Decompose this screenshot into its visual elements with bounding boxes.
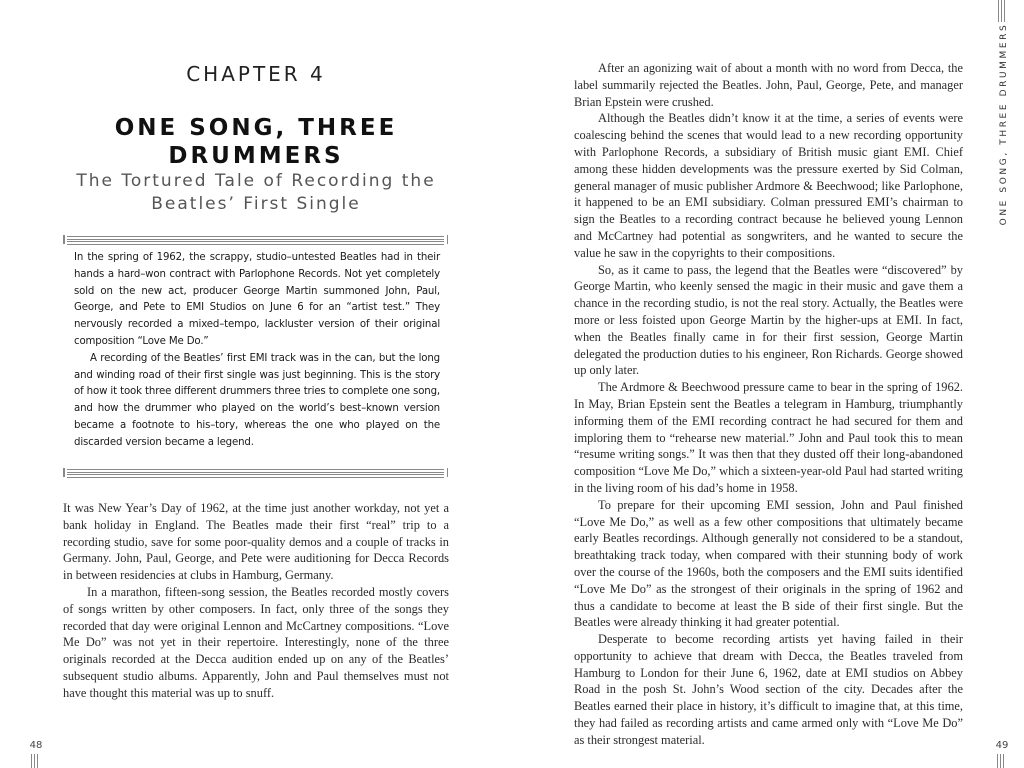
right-page xyxy=(512,0,1024,768)
body-paragraph: After an agonizing wait of about a month with no word from Decca, the label summarily rejected the Beatles. John, Paul, George, Pete, and manager Brian Epstein were crushed. xyxy=(574,61,963,109)
intro-paragraph: In the spring of 1962, the scrappy, studio–untested Beatles had in their hands a hard–won contract with Parlophone Records. Not yet completely sold on the new act, producer George Martin summoned John, Paul, George, and Pete to EMI Studios on June 6 for an “artist test.” They nervously recorded a mixed–tempo, lackluster version of their original composition “Love Me Do.” xyxy=(74,252,440,347)
right-body-text xyxy=(574,60,963,749)
body-paragraph: Desperate to become recording artists yet having failed in their opportunity to achieve that dream with Decca, the Beatles traveled from Hamburg to London for their June 6, 1962, date at EMI studios on Abbey Road in the posh St. John’s Wood section of the city. Decades after the Beatles earned their place in history, it’s difficult to imagine that, at this time, they had failed as recording artists and came armed only with “Love Me Do” as their strongest material. xyxy=(574,632,963,747)
body-paragraph: The Ardmore & Beechwood pressure came to bear in the spring of 1962. In May, Brian Epstein sent the Beatles a telegram in Hamburg, triumphantly informing them of the EMI recording contract he had secured for them and imploring them to “rehearse new material.” John and Paul took this to mean “resume writing songs.” It was then that they dusted off their long-abandoned composition “Love Me Do,” which a sixteen-year-old Paul had started writing in the living room of his dad’s home in 1958. xyxy=(574,380,963,495)
page-number: 48 xyxy=(29,740,43,751)
chapter-title-line: DRUMMERS xyxy=(168,143,344,169)
folio-ornament xyxy=(31,754,40,768)
chapter-subtitle xyxy=(40,170,472,216)
ornamental-rule-top xyxy=(63,235,448,244)
ornamental-rule-bottom xyxy=(63,468,448,477)
chapter-title-line: ONE SONG, THREE xyxy=(114,115,398,141)
body-paragraph: So, as it came to pass, the legend that the Beatles were “discovered” by George Martin, who keenly sensed the magic in their music and gave them a chance in the recording studio, is not the real story. Actually, the Beatles were more or less foisted upon George Martin by the higher-ups at EMI. In fact, when the Beatles finally came in for their first session, George Martin delegated the production duties to his engineer, Ron Richards. George showed up only later. xyxy=(574,262,963,378)
running-head-ornament xyxy=(998,0,1006,22)
running-head-text: ONE SONG, THREE DRUMMERS xyxy=(999,22,1009,226)
subtitle-line: Beatles’ First Single xyxy=(151,194,361,214)
running-head xyxy=(998,22,1010,226)
chapter-intro xyxy=(74,250,440,452)
folio-ornament xyxy=(997,754,1006,768)
chapter-title xyxy=(60,114,452,170)
body-paragraph: In a marathon, fifteen-song session, the Beatles recorded mostly covers of songs written by other composers. In fact, only three of the songs they recorded that day were original Lennon and McCartney compositions. “Love Me Do” was not yet in their repertoire. Interestingly, none of the three originals recorded at the Decca audition ended up on any of the Beatles’ subsequent studio albums. Apparently, John and Paul themselves must not have thought this material was up to snuff. xyxy=(63,584,449,700)
subtitle-line: The Tortured Tale of Recording the xyxy=(76,171,436,191)
body-paragraph: To prepare for their upcoming EMI session, John and Paul finished “Love Me Do,” as well as a few other compositions that ultimately became early Beatles recordings. Although generally not considered to be a standout, breathtaking track today, when compared with their stunning body of work over the course of the 1960s, both the composers and the EMI suits identified “Love Me Do” as the strongest of their originals in the spring of 1962 and thus a candidate to become at least the B side of their first single. But the Beatles were already thinking it had greater potential. xyxy=(574,497,963,630)
body-paragraph: Although the Beatles didn’t know it at the time, a series of events were coalescing behind the scenes that would lead to a new recording opportunity with Parlophone Records, a subsidiary of British music giant EMI. Chief among these hidden developments was the pressure exerted by Sid Colman, general manager of music publisher Ardmore & Beechwood; like Parlophone, it happened to be an EMI subsidiary. Colman pressured EMI’s chairman to sign the Beatles to a recording contract because he believed young Lennon and McCartney had potential as songwriters, and he wanted to secure the value he saw in the copyrights to their compositions. xyxy=(574,111,963,260)
intro-paragraph: A recording of the Beatles’ first EMI track was in the can, but the long and winding road of their first single was just beginning. This is the story of how it took three different drummers three tries to complete one song, and how the drummer who played on the world’s best–known version became a footnote to his–tory, whereas the one who played on the discarded version became a legend. xyxy=(74,352,440,448)
chapter-label: CHAPTER 4 xyxy=(186,62,326,86)
page-number: 49 xyxy=(995,740,1009,751)
body-paragraph: It was New Year’s Day of 1962, at the time just another workday, not yet a bank holiday in England. The Beatles made their first “real” trip to a recording studio, save for some poor-quality demos and a couple of tracks in Germany. John, Paul, George, and Pete were auditioning for Decca Records in between residencies at clubs in Hamburg, Germany. xyxy=(63,501,449,583)
left-body-text xyxy=(63,500,449,702)
